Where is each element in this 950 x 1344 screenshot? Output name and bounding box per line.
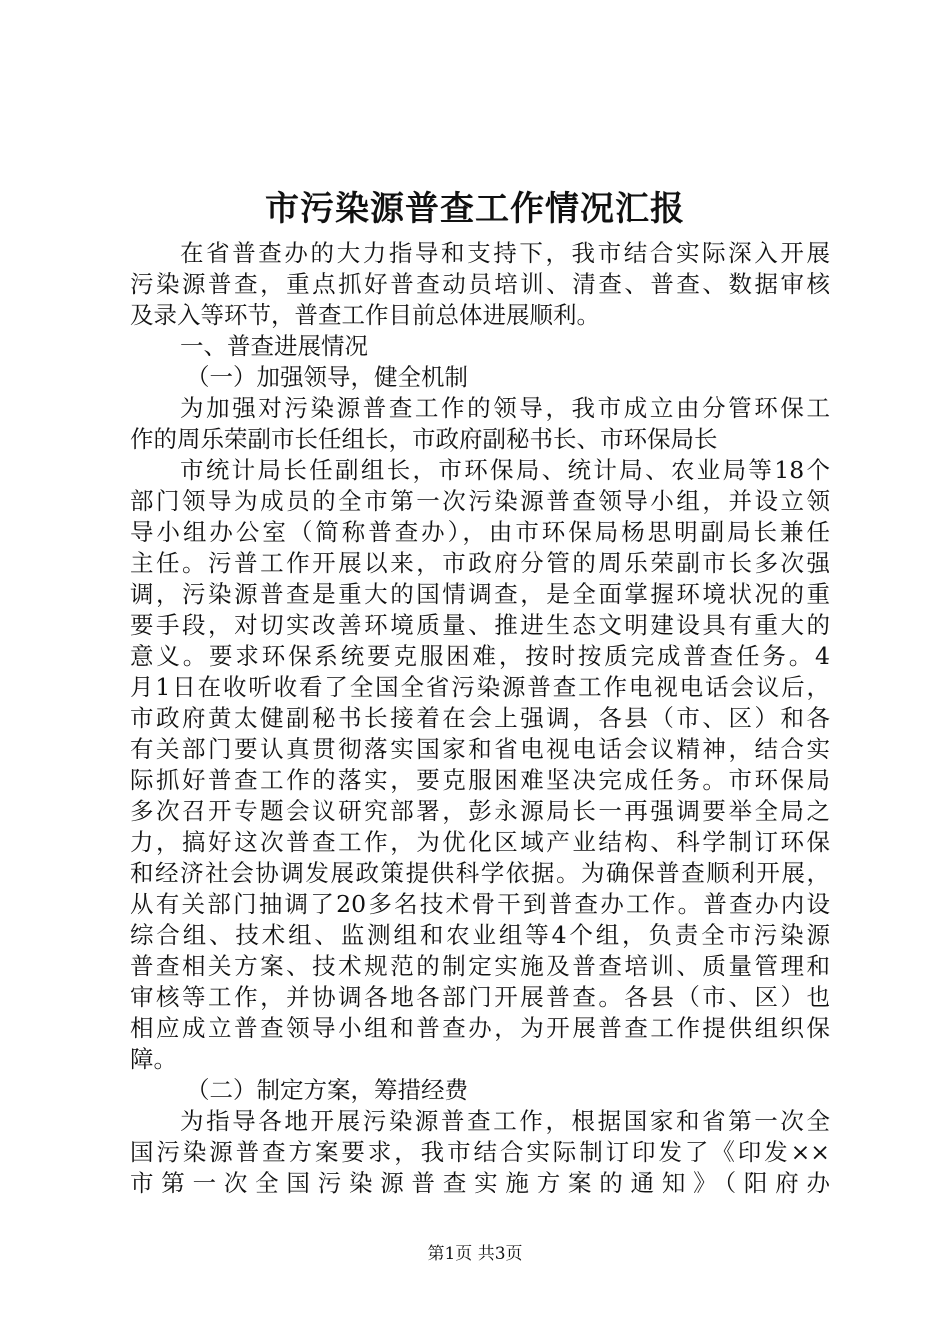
body-line: 为指导各地开展污染源普查工作，根据国家和省第一次全 [180,1107,830,1135]
body-line: 多次召开专题会议研究部署，彭永源局长一再强调要举全局之 [130,797,830,825]
document-title: 市污染源普查工作情况汇报 [265,189,685,229]
body-line: 有关部门要认真贯彻落实国家和省电视电话会议精神，结合实 [130,735,830,763]
body-line: 导小组办公室（简称普查办），由市环保局杨思明副局长兼任 [130,518,830,546]
subsection-heading: （二）制定方案，筹措经费 [186,1076,468,1104]
document-body [130,238,830,1199]
body-line: 际抓好普查工作的落实，要克服困难坚决完成任务。市环保局 [130,766,830,794]
page-footer: 第1页 共3页 [427,1244,523,1264]
body-line: 及录入等环节，普查工作目前总体进展顺利。 [130,301,600,329]
body-line: 相应成立普查领导小组和普查办，为开展普查工作提供组织保 [130,1014,830,1042]
body-line: 部门领导为成员的全市第一次污染源普查领导小组，并设立领 [130,487,830,515]
body-line: 从有关部门抽调了20多名技术骨干到普查办工作。普查办内设 [130,890,830,918]
body-line: 国污染源普查方案要求，我市结合实际制订印发了《印发×× [130,1138,830,1166]
body-line: 主任。污普工作开展以来，市政府分管的周乐荣副市长多次强 [130,549,830,577]
subsection-heading: （一）加强领导，健全机制 [186,363,468,391]
body-line: 调，污染源普查是重大的国情调查，是全面掌握环境状况的重 [130,580,830,608]
body-line: 污染源普查，重点抓好普查动员培训、清查、普查、数据审核 [130,270,830,298]
body-line: 审核等工作，并协调各地各部门开展普查。各县（市、区）也 [130,983,830,1011]
body-line: 力，搞好这次普查工作，为优化区域产业结构、科学制订环保 [130,828,830,856]
body-line: 综合组、技术组、监测组和农业组等4个组，负责全市污染源 [130,921,830,949]
body-line: 月1日在收听收看了全国全省污染源普查工作电视电话会议后， [130,673,830,701]
body-line: 作的周乐荣副市长任组长，市政府副秘书长、市环保局长 [130,425,718,453]
body-line: 和经济社会协调发展政策提供科学依据。为确保普查顺利开展， [130,859,830,887]
body-line: 普查相关方案、技术规范的制定实施及普查培训、质量管理和 [130,952,830,980]
body-line: 市政府黄太健副秘书长接着在会上强调，各县（市、区）和各 [130,704,830,732]
body-line: 在省普查办的大力指导和支持下，我市结合实际深入开展 [180,239,830,267]
body-line: 市第一次全国污染源普查实施方案的通知》（阳府办 [130,1169,830,1197]
body-line: 市统计局长任副组长，市环保局、统计局、农业局等18个 [180,456,830,484]
body-line: 障。 [130,1045,177,1073]
body-line: 为加强对污染源普查工作的领导，我市成立由分管环保工 [180,394,830,422]
section-heading: 一、普查进展情况 [180,332,368,360]
body-line: 意义。要求环保系统要克服困难，按时按质完成普查任务。4 [130,642,830,670]
body-line: 要手段，对切实改善环境质量、推进生态文明建设具有重大的 [130,611,830,639]
